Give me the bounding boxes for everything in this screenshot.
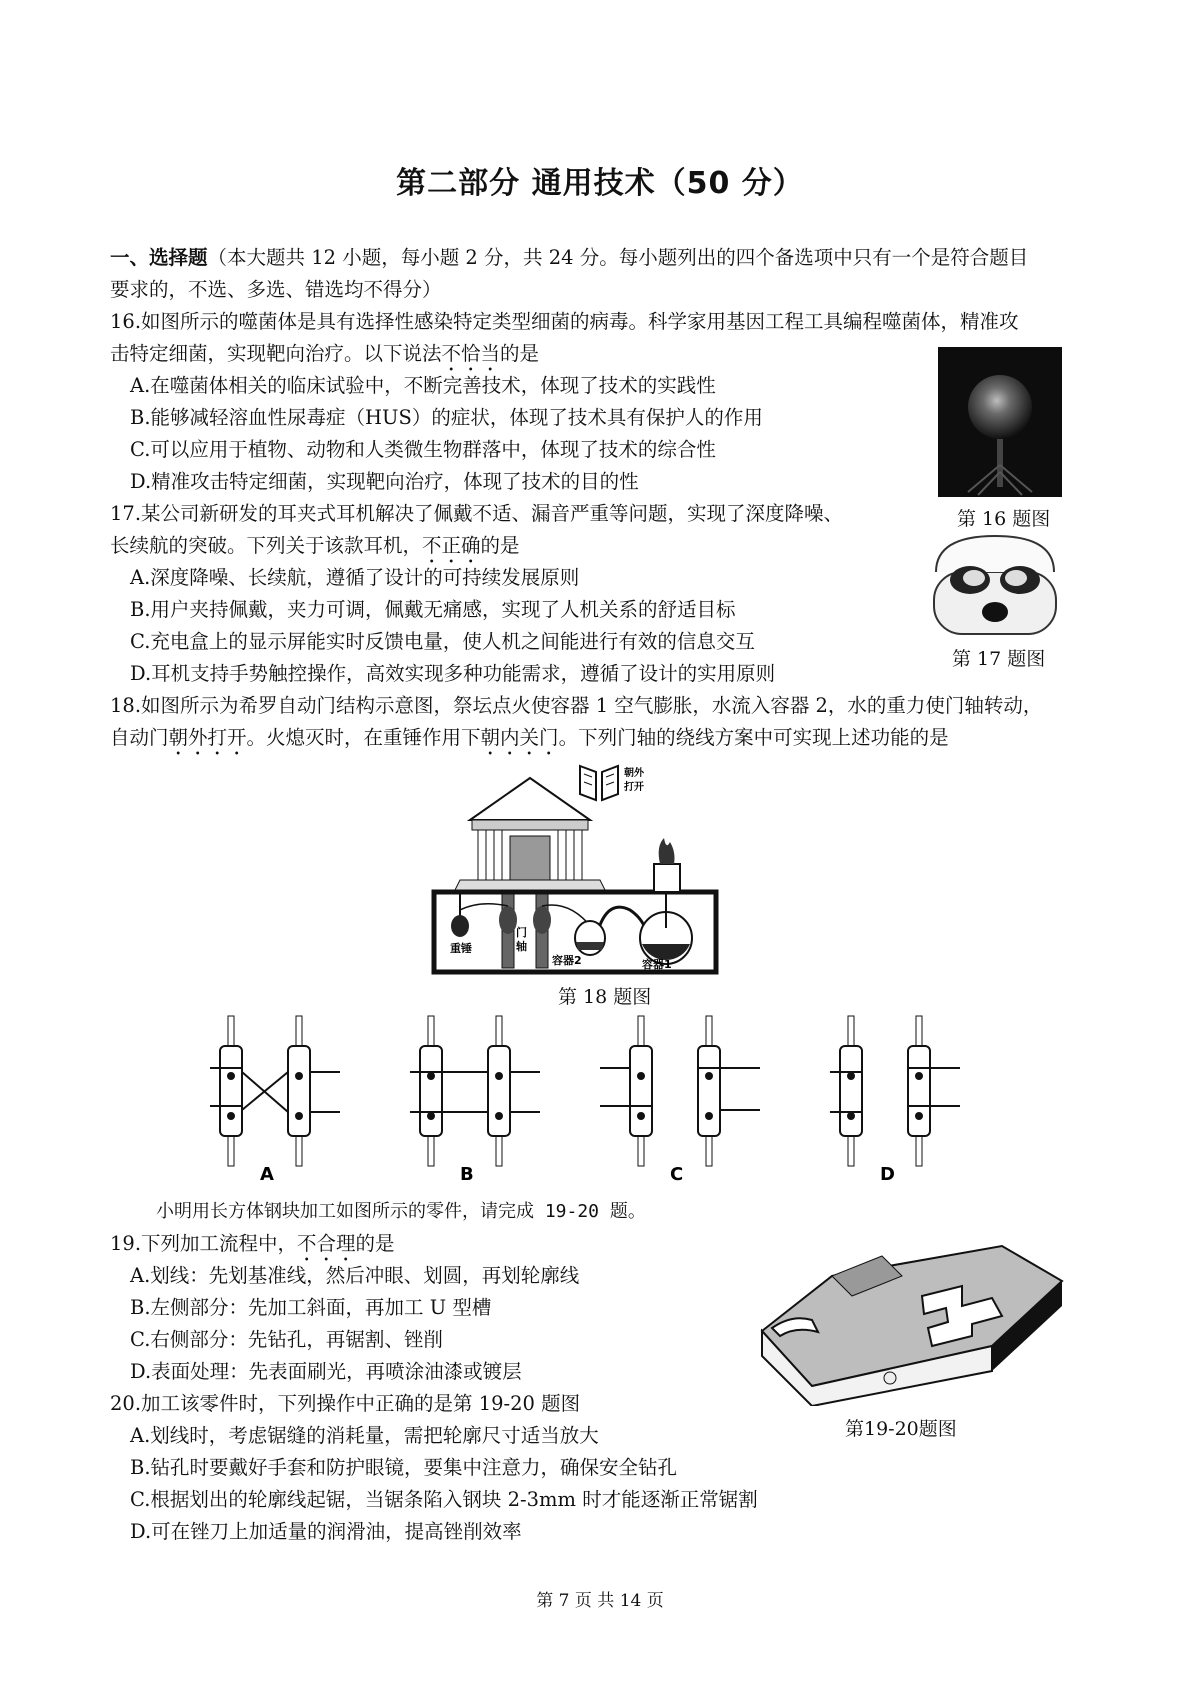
q17-stem-1: 17.某公司新研发的耳夹式耳机解决了佩戴不适、漏音严重等问题，实现了深度降噪、 bbox=[110, 502, 844, 525]
label-axis-2: 轴 bbox=[516, 940, 527, 953]
q17-option-b: B.用户夹持佩戴，夹力可调，佩戴无痛感，实现了人机关系的舒适目标 bbox=[130, 598, 736, 621]
option-b-label: B bbox=[460, 1164, 474, 1182]
section-header bbox=[110, 244, 1028, 272]
automatic-door-diagram bbox=[430, 760, 720, 975]
q16-stem-2c: 的是 bbox=[500, 342, 540, 365]
q16-option-c: C.可以应用于植物、动物和人类微生物群落中，体现了技术的综合性 bbox=[130, 438, 716, 461]
q17-stem-2c: 的是 bbox=[480, 534, 520, 557]
q17-stem-2a: 长续航的突破。下列关于该款耳机， bbox=[110, 534, 423, 557]
option-d-label: D bbox=[880, 1164, 895, 1182]
label-container-2: 容器2 bbox=[552, 954, 582, 967]
page-title: 第二部分 通用技术（50 分） bbox=[396, 166, 804, 201]
winding-options bbox=[180, 1012, 1010, 1182]
q20-option-d: D.可在锉刀上加适量的润滑油，提高锉削效率 bbox=[130, 1520, 522, 1543]
q16-stem-2 bbox=[110, 340, 539, 376]
label-open-1: 朝外 bbox=[624, 768, 644, 779]
q19-option-b: B.左侧部分：先加工斜面，再加工 U 型槽 bbox=[130, 1296, 492, 1319]
option-a-diagram bbox=[210, 1016, 340, 1182]
label-weight: 重锤 bbox=[450, 942, 472, 955]
q18-stem-2a: 自动门 bbox=[110, 726, 169, 749]
q17-option-d: D.耳机支持手势触控操作，高效实现多种功能需求，遵循了设计的实用原则 bbox=[130, 662, 776, 685]
q19-stem-c: 的是 bbox=[355, 1232, 395, 1255]
q17-option-c: C.充电盒上的显示屏能实时反馈电量，使人机之间能进行有效的信息交互 bbox=[130, 630, 755, 653]
label-open-2: 打开 bbox=[624, 782, 644, 793]
q20-option-b: B.钻孔时要戴好手套和防护眼镜，要集中注意力，确保安全钻孔 bbox=[130, 1456, 678, 1479]
steel-part-image bbox=[752, 1236, 1072, 1406]
section-head: 一、选择题 bbox=[110, 246, 208, 269]
door-open-icon bbox=[580, 766, 618, 800]
q18-stem-2c: 。火熄灭时，在重锤作用下 bbox=[246, 726, 481, 749]
q19-stem-a: 19.下列加工流程中， bbox=[110, 1232, 298, 1255]
q16-option-a: A.在噬菌体相关的临床试验中，不断完善技术，体现了技术的实践性 bbox=[130, 374, 716, 397]
page-footer: 第 7 页 共 14 页 bbox=[536, 1591, 664, 1611]
q19-option-c: C.右侧部分：先钻孔，再锯割、锉削 bbox=[130, 1328, 443, 1351]
option-c-diagram bbox=[600, 1016, 760, 1182]
option-d-diagram bbox=[830, 1016, 960, 1182]
q17-stem-2 bbox=[110, 532, 520, 568]
q18-stem-2e: 。下列门轴的绕线方案中可实现上述功能的是 bbox=[558, 726, 949, 749]
q20-stem: 20.加工该零件时，下列操作中正确的是第 19-20 题图 bbox=[110, 1392, 581, 1415]
q19-emphasis: 不合理 bbox=[297, 1232, 356, 1255]
q18-stem-1: 18.如图所示为希罗自动门结构示意图，祭坛点火使容器 1 空气膨胀，水流入容器 2，水的重力使门轴转动， bbox=[110, 694, 1043, 717]
q19-option-a: A.划线：先划基准线，然后冲眼、划圆，再划轮廓线 bbox=[130, 1264, 580, 1287]
label-container-1: 容器1 bbox=[642, 958, 672, 971]
earbuds-case-image bbox=[928, 532, 1062, 640]
q16-stem-2a: 击特定细菌，实现靶向治疗。以下说法 bbox=[110, 342, 442, 365]
q16-option-d: D.精准攻击特定细菌，实现靶向治疗，体现了技术的目的性 bbox=[130, 470, 639, 493]
q18-stem-2 bbox=[110, 724, 949, 760]
q16-emphasis: 不恰当 bbox=[441, 342, 501, 365]
q20-option-c: C.根据划出的轮廓线起锯，当锯条陷入钢块 2-3mm 时才能逐渐正常锯割 bbox=[130, 1488, 758, 1511]
q16-option-b: B.能够减轻溶血性尿毒症（HUS）的症状，体现了技术具有保护人的作用 bbox=[130, 406, 763, 429]
q17-emphasis: 不正确 bbox=[422, 534, 481, 557]
q18-emphasis-close: 朝内关门 bbox=[480, 726, 559, 749]
q19-20-intro: 小明用长方体钢块加工如图所示的零件，请完成 19-20 题。 bbox=[156, 1201, 646, 1222]
q17-caption: 第 17 题图 bbox=[952, 648, 1046, 670]
option-c-label: C bbox=[670, 1164, 684, 1182]
q16-stem-1: 16.如图所示的噬菌体是具有选择性感染特定类型细菌的病毒。科学家用基因工程工具编程噬菌体，精准攻 bbox=[110, 310, 1019, 333]
q17-option-a: A.深度降噪、长续航，遵循了设计的可持续发展原则 bbox=[130, 566, 580, 589]
section-desc-1: （本大题共 12 小题，每小题 2 分，共 24 分。每小题列出的四个备选项中只有一个是符合题目 bbox=[207, 246, 1029, 269]
q20-option-a: A.划线时，考虑锯缝的消耗量，需把轮廓尺寸适当放大 bbox=[130, 1424, 599, 1447]
section-desc-2: 要求的，不选、多选、错选均不得分） bbox=[110, 278, 442, 301]
q18-emphasis-open: 朝外打开 bbox=[168, 726, 247, 749]
option-a-label: A bbox=[260, 1164, 274, 1182]
fig19-20-caption: 第19-20题图 bbox=[845, 1418, 957, 1440]
option-b-diagram bbox=[410, 1016, 540, 1182]
q16-caption: 第 16 题图 bbox=[957, 508, 1051, 530]
label-axis-1: 门 bbox=[516, 926, 527, 939]
q19-stem bbox=[110, 1230, 395, 1266]
phage-photo bbox=[938, 347, 1062, 497]
q18-caption: 第 18 题图 bbox=[558, 986, 652, 1008]
q19-option-d: D.表面处理：先表面刷光，再喷涂油漆或镀层 bbox=[130, 1360, 522, 1383]
